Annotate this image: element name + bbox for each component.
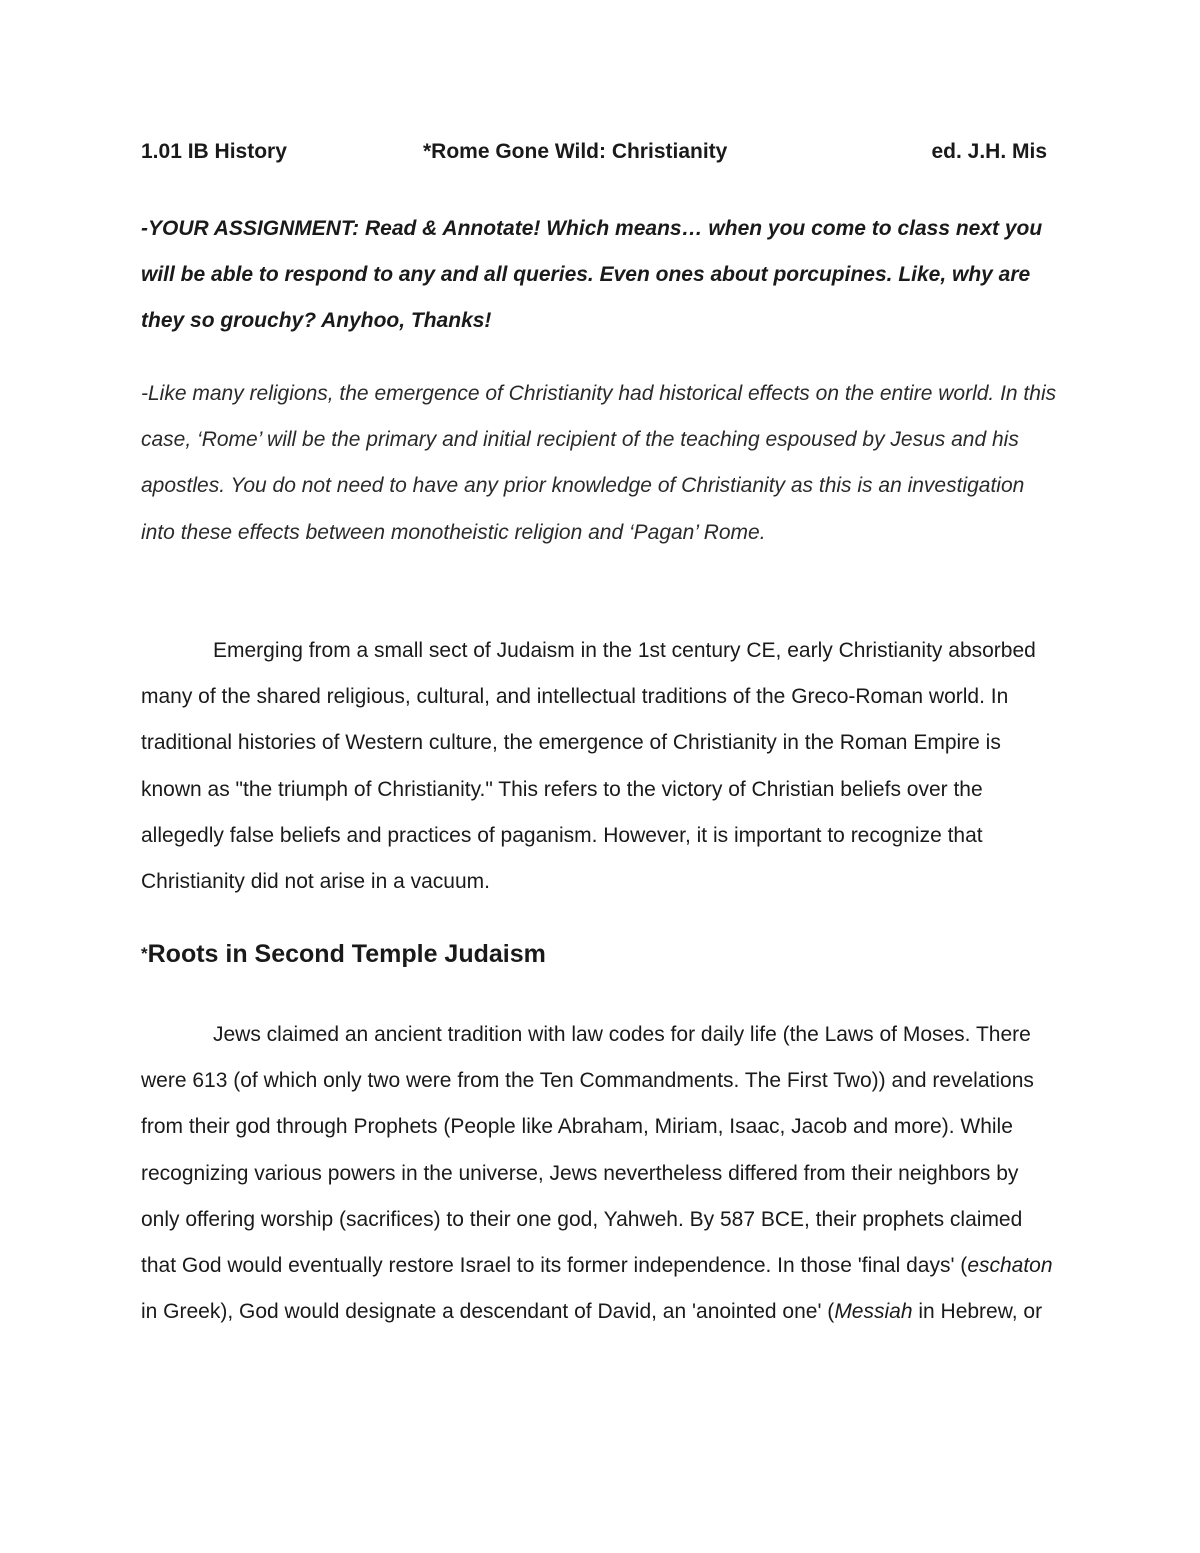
term-eschaton: eschaton (967, 1254, 1053, 1278)
section-heading (141, 940, 546, 969)
paragraph-text-part3: in Hebrew, or (912, 1300, 1043, 1324)
body-paragraph-judaism (141, 1012, 1061, 1335)
assignment-instructions: -YOUR ASSIGNMENT: Read & Annotate! Which means… when you come to class next you will be able to respond to any and all queries. Even ones about porcupines. Like, why are they so grouchy? Anyhoo, Thanks! (141, 217, 1043, 333)
editor-credit: ed. J.H. Mis (931, 140, 1047, 163)
course-label: 1.01 IB History (141, 140, 287, 163)
document-header (141, 140, 1047, 172)
document-title: *Rome Gone Wild: Christianity (423, 140, 728, 163)
section-heading-text: Roots in Second Temple Judaism (147, 940, 546, 968)
body-paragraph-emergence: Emerging from a small sect of Judaism in the 1st century CE, early Christianity absorbed many of the shared religious, cultural, and intellectual traditions of the Greco-Roman world. In traditional histories of Western culture, the emergence of Christianity in the Roman Empire is known as "the triumph of Christianity." This refers to the victory of Christian beliefs over the allegedly false beliefs and practices of paganism. However, it is important to recognize that Christianity did not arise in a vacuum. (141, 639, 1036, 894)
paragraph-text-part1: Jews claimed an ancient tradition with law codes for daily life (the Laws of Moses. There were 613 (of which only two were from the Ten Commandments. The First Two)) and revelations from their god through Prophets (People like Abraham, Miriam, Isaac, Jacob and more). While recognizing various powers in the universe, Jews nevertheless differed from their neighbors by only offering worship (sacrifices) to their one god, Yahweh. By 587 BCE, their prophets claimed that God would eventually restore Israel to its former independence. In those 'final days' ( (141, 1023, 1034, 1278)
intro-paragraph: -Like many religions, the emergence of Christianity had historical effects on the entire world. In this case, ‘Rome’ will be the primary and initial recipient of the teaching espoused by Jesus and his apostles. You do not need to have any prior knowledge of Christianity as this is an investigation into these effects between monotheistic religion and ‘Pagan’ Rome. (141, 382, 1057, 544)
heading-asterisk: * (141, 944, 148, 963)
term-messiah: Messiah (834, 1300, 913, 1324)
paragraph-text-part2: in Greek), God would designate a descendant of David, an 'anointed one' ( (141, 1300, 835, 1324)
